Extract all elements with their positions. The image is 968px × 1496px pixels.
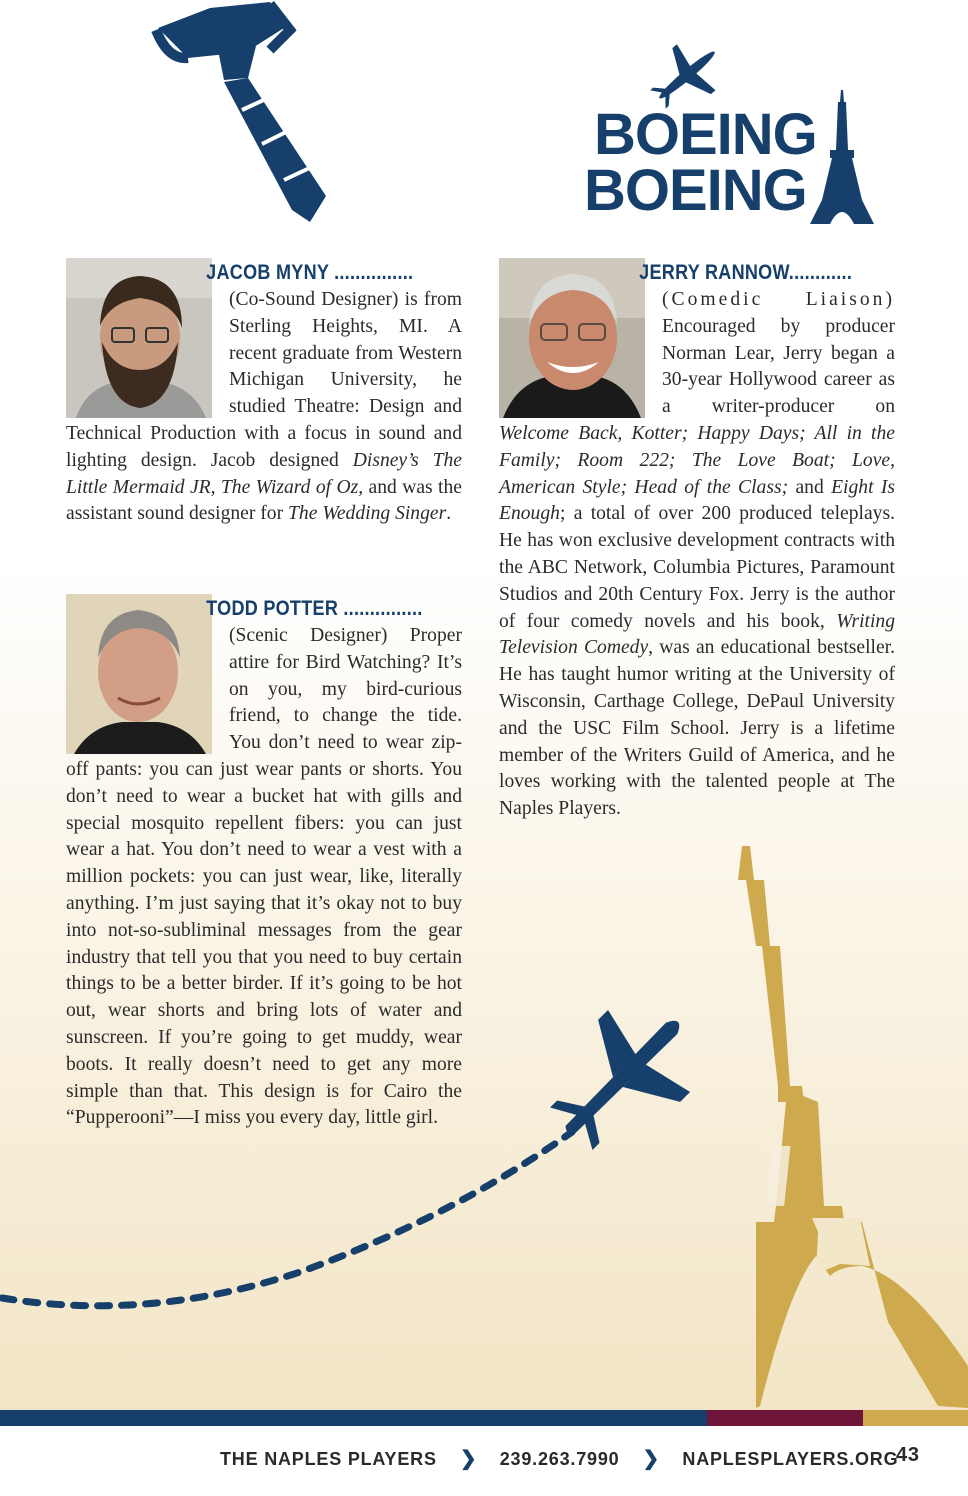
logo-line-1: BOEING [594,102,817,167]
footer-band-navy [0,1410,707,1426]
footer-band-gold [863,1410,968,1426]
airplane-icon [540,990,710,1160]
necktie-icon [150,0,340,230]
eiffel-tower-illustration [720,846,968,1408]
bio-name-jerry-rannow: JERRY RANNOW............ [639,261,853,284]
footer [0,1426,968,1496]
logo-eiffel-tower-icon [810,90,874,224]
footer-phone: 239.263.7990 [499,1449,620,1469]
footer-band-maroon [707,1410,863,1426]
show-logo [582,40,882,230]
bio-todd-potter: TODD POTTER ............... (Scenic Designer) Proper attire for Bird Watching? It’s on you, my bird-curious friend, to change the tide. You don’t need to wear zip-off pants: you can just wear pants or shorts. You don’t need to wear a bucket hat with gills and special mosquito repellent fibers: you can just wear a hat. You don’t need to wear a vest with a million pockets: you can just wear, like, literally anything. I’m just saying that it’s okay not to buy into not-so-subliminal messages from the gear industry that tell you that you need to buy certain things to be a better birder. If it’s going to be hot out, wear shorts and bring lots of water and sunscreen. If you’re going to get muddy, wear boots. It really doesn’t need to get any more simple than that. This design is for Cairo the “Pupperooni”—I miss you every day, little girl. [66,594,462,1132]
logo-airplane-icon [642,40,732,110]
flight-path [0,1100,600,1330]
chevron-right-icon: ❯ [642,1446,660,1470]
footer-website: NAPLESPLAYERS.ORG [682,1449,899,1469]
page-number: 43 [896,1444,920,1466]
logo-line-2: BOEING [584,158,807,223]
bio-name-todd-potter: TODD POTTER ............... [206,597,423,620]
bio-jacob-myny: JACOB MYNY ............... (Co-Sound Designer) is from Sterling Heights, MI. A recent graduate from Western Michigan University, he studied Theatre: Design and Technical Production with a focus in sound and lighting design. Jacob designed Disney’s The Little Mermaid JR, The Wizard of Oz, and was the assistant sound designer for The Wedding Singer. [66,258,462,528]
footer-info [220,1446,898,1470]
footer-band [0,1410,968,1426]
footer-org: THE NAPLES PLAYERS [220,1449,437,1469]
bio-role-jacob-myny: (Co-Sound Designer) [229,289,399,310]
chevron-right-icon: ❯ [459,1446,477,1470]
bio-role-jerry-rannow: (Comedic Liaison) [662,289,895,310]
bio-jerry-rannow: JERRY RANNOW............ (Comedic Liaison) Encouraged by producer Norman Lear, Jerry began a 30-year Hollywood career as a writer-producer on Welcome Back, Kotter; Happy Days; All in the Family; Room 222; The Love Boat; Love, American Style; Head of the Class; and Eight Is Enough; a total of over 200 produced teleplays. He has won exclusive development contracts with the ABC Network, Columbia Pictures, Paramount Studios and 20th Century Fox. Jerry is the author of four comedy novels and his book, Writing Television Comedy, was an educational bestseller. He has taught humor writing at the University of Wisconsin, Carthage College, DePaul University and the USC Film School. Jerry is a lifetime member of the Writers Guild of America, and he loves working with the talented people at The Naples Players. [499,258,895,823]
bio-name-jacob-myny: JACOB MYNY ............... [206,261,414,284]
bio-role-todd-potter: (Scenic Designer) [229,625,388,646]
